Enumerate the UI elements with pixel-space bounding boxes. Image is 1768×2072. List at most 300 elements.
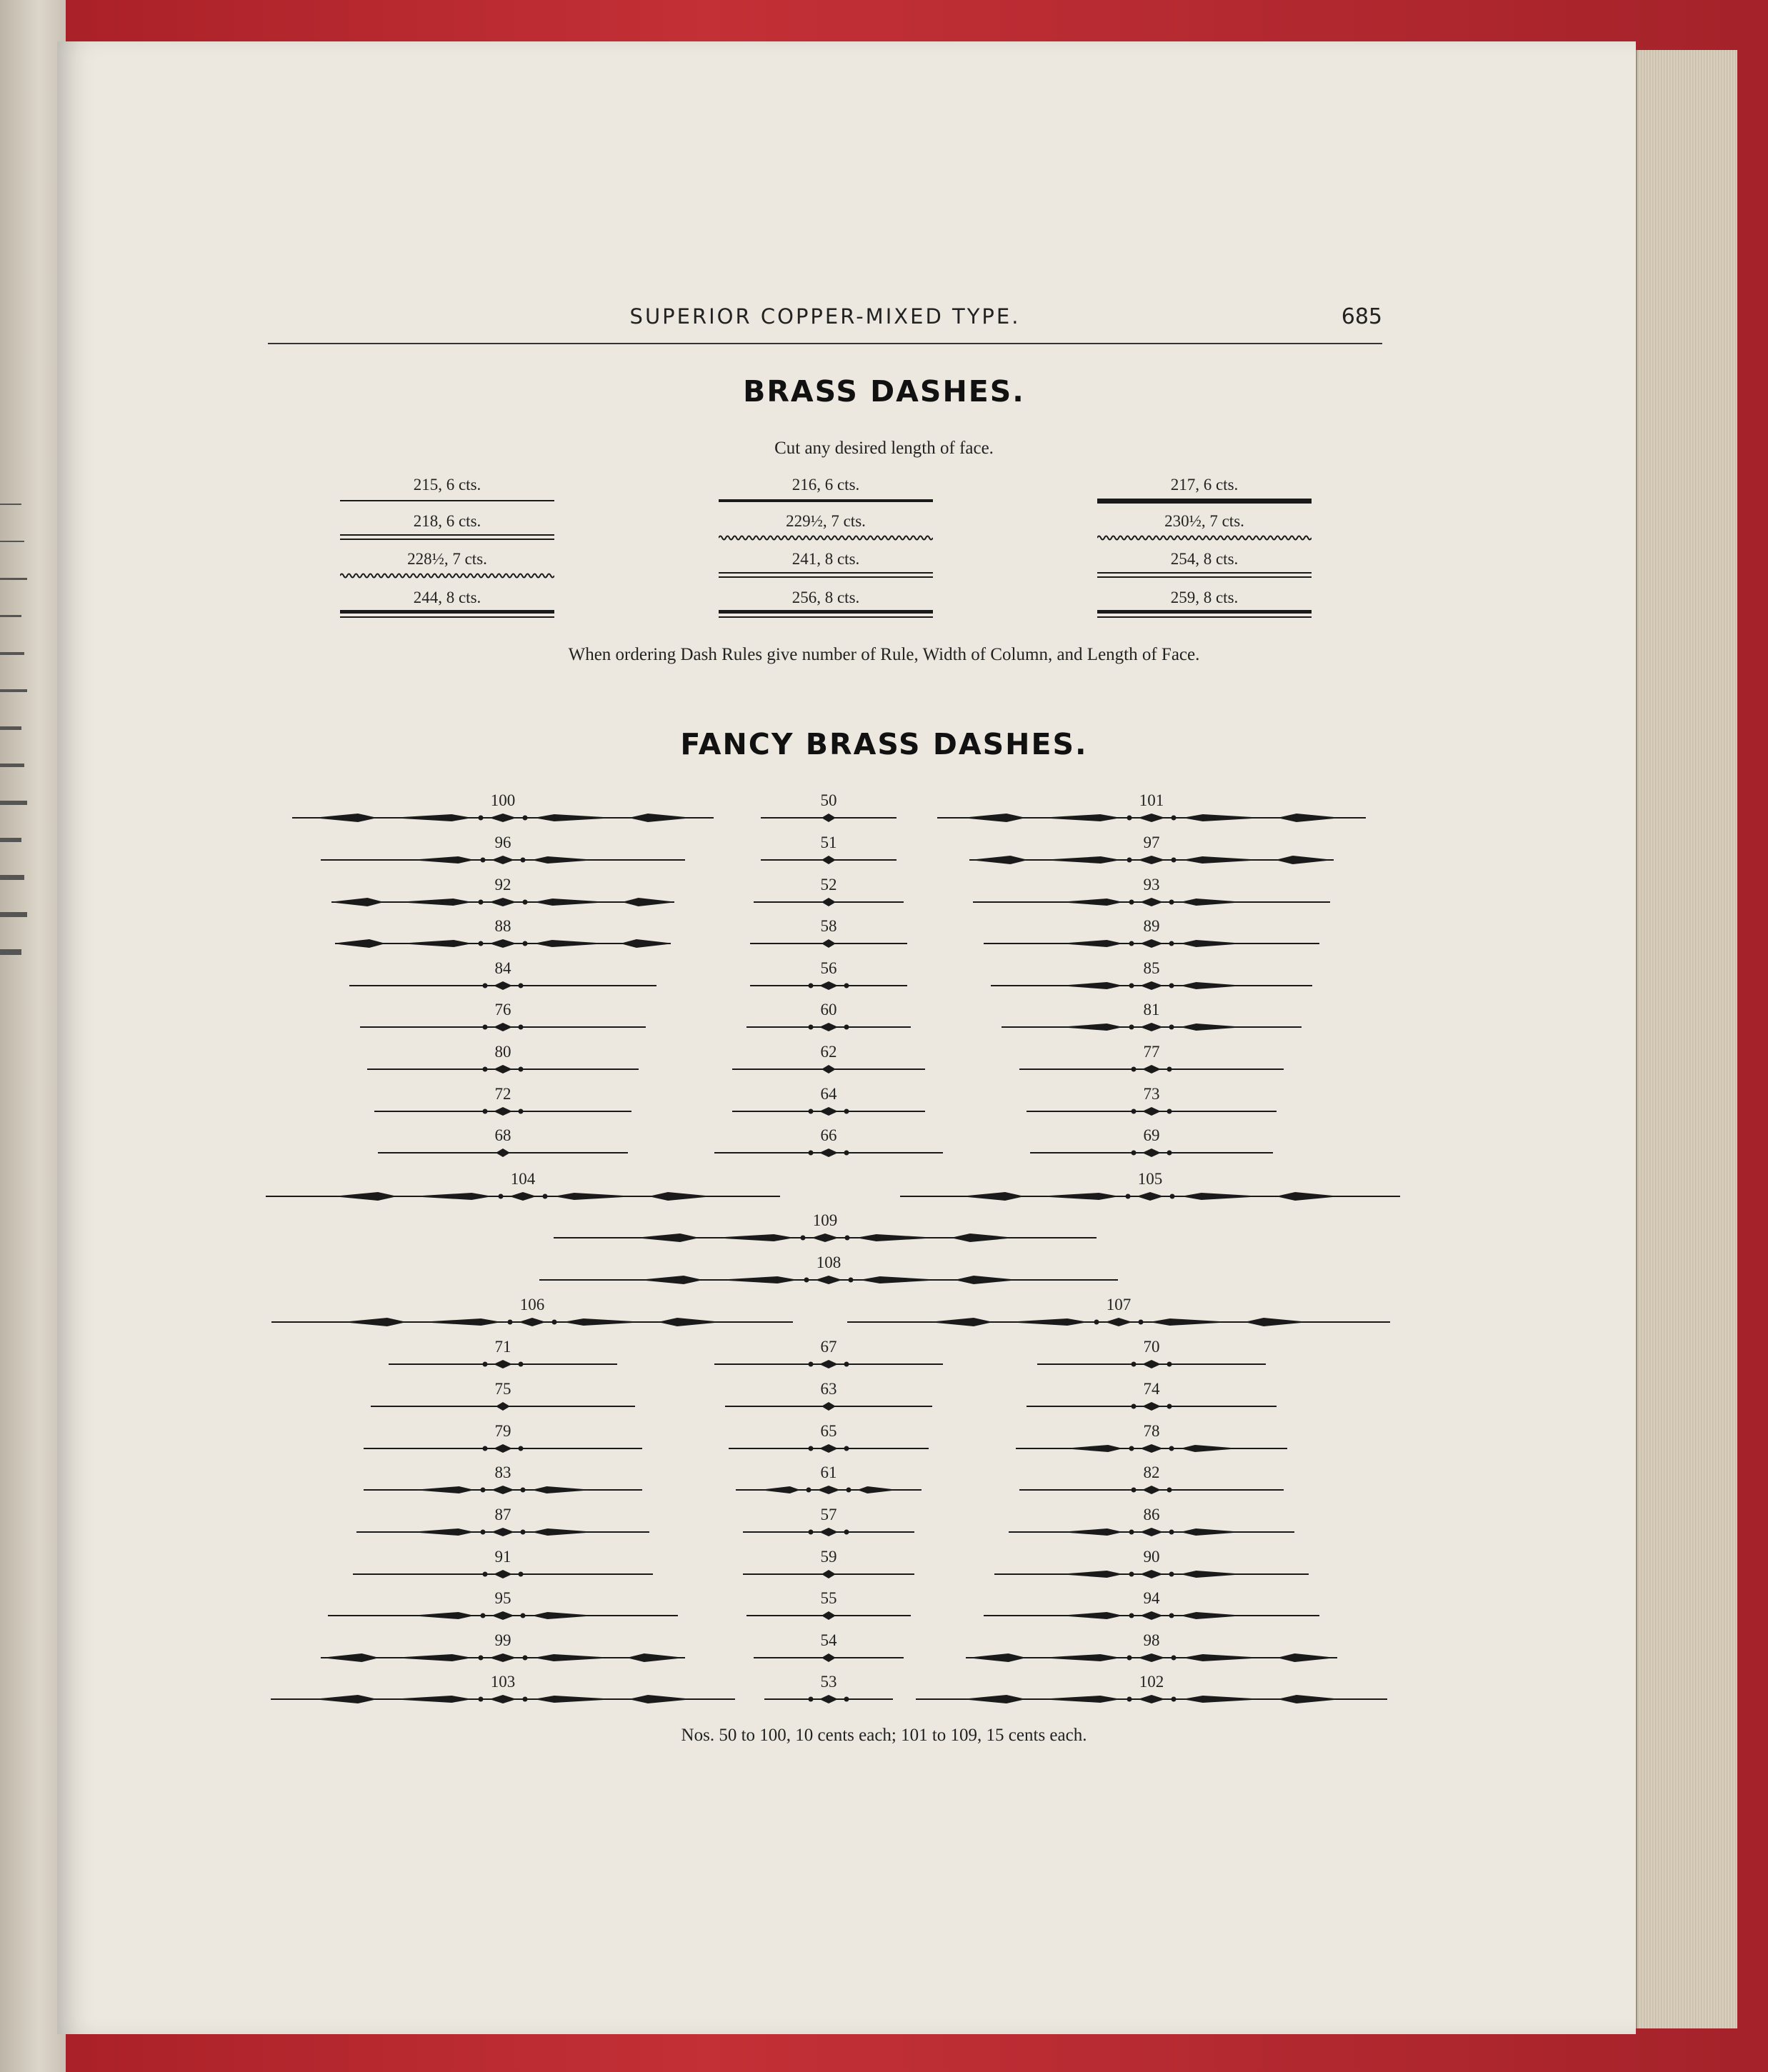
dash-spear	[313, 1695, 377, 1703]
dash-spear	[331, 898, 384, 906]
dash-spear	[962, 814, 1026, 822]
dash-center	[1140, 1570, 1163, 1578]
fancy-dash-number: 69	[1143, 1126, 1160, 1144]
dash-center	[821, 1611, 836, 1620]
dash-spear	[390, 1696, 472, 1703]
dash-dot	[519, 1067, 524, 1072]
dash-dot	[1127, 858, 1132, 863]
dash-dot	[801, 1236, 806, 1241]
facing-page-mark	[0, 875, 24, 880]
dash-spear	[1244, 1318, 1309, 1326]
brass-dashes-subtitle: Cut any desired length of face.	[774, 439, 994, 458]
dash-spear	[712, 1234, 794, 1241]
dash-center	[494, 1570, 512, 1578]
dash-center	[821, 939, 836, 948]
dash-dot	[844, 1697, 849, 1702]
fancy-dash-number: 78	[1143, 1422, 1160, 1440]
dash-center	[494, 1023, 512, 1031]
rule-line	[1097, 576, 1312, 578]
rule-line	[340, 616, 554, 618]
fancy-dash-number: 72	[494, 1085, 511, 1103]
dash-center	[491, 1611, 514, 1620]
rule-line	[719, 616, 933, 618]
fancy-dash-ornament	[321, 1651, 685, 1665]
rule-line	[719, 610, 933, 614]
fancy-dash-number: 87	[494, 1506, 511, 1523]
fancy-dash-item	[360, 1000, 646, 1034]
fancy-dash-number: 106	[519, 1296, 545, 1313]
dash-dot	[1169, 984, 1174, 989]
rule-line	[340, 539, 554, 540]
dash-dot	[483, 984, 488, 989]
dash-spear	[413, 1486, 474, 1493]
facing-page-mark	[0, 578, 27, 580]
fancy-dash-number: 97	[1143, 834, 1160, 851]
fancy-dash-ornament	[900, 1189, 1400, 1203]
fancy-dash-ornament	[714, 1357, 943, 1371]
rule-line	[719, 572, 933, 574]
brass-dashes-title: BRASS DASHES.	[743, 374, 1025, 409]
fancy-dash-ornament	[714, 1146, 943, 1160]
fancy-dash-item	[746, 1000, 911, 1034]
dash-spear	[1180, 1024, 1244, 1031]
fancy-dash-item	[364, 1421, 642, 1456]
fancy-dash-item	[1002, 1000, 1302, 1034]
fancy-dash-ornament	[725, 1399, 932, 1413]
fancy-dash-item	[271, 1672, 735, 1706]
dash-spear	[1180, 899, 1244, 906]
dash-dot	[844, 1446, 849, 1451]
ordering-note: When ordering Dash Rules give number of Rule, Width of Column, and Length of Face.	[568, 645, 1200, 664]
fancy-dash-item	[389, 1337, 617, 1371]
fancy-dash-number: 85	[1143, 959, 1160, 977]
rule-line	[719, 499, 933, 502]
fancy-dash-number: 76	[494, 1001, 511, 1019]
dash-dot	[483, 1446, 488, 1451]
dash-center	[815, 1276, 842, 1284]
fancy-dash-number: 96	[494, 834, 511, 851]
dash-center	[1140, 1528, 1163, 1536]
fancy-dash-item	[266, 1169, 780, 1203]
fancy-dash-item	[539, 1253, 1118, 1287]
dash-spear	[534, 814, 616, 821]
dash-center	[496, 1402, 510, 1411]
dash-center	[494, 1360, 512, 1368]
dash-dot	[1132, 1488, 1137, 1493]
dash-dot	[552, 1320, 557, 1325]
dash-center	[819, 1528, 838, 1536]
dash-dot	[844, 1151, 849, 1156]
fancy-dash-ornament	[328, 1608, 678, 1623]
brass-dash-item	[1097, 474, 1312, 507]
facing-page-mark	[0, 801, 27, 805]
fancy-dash-item	[761, 833, 897, 867]
dash-spear	[969, 856, 1028, 864]
fancy-dash-number: 73	[1143, 1085, 1160, 1103]
fancy-dash-item	[1037, 1337, 1266, 1371]
fancy-dash-item	[328, 1588, 678, 1623]
fancy-dash-item	[1019, 1463, 1284, 1497]
dash-center	[1138, 1695, 1165, 1703]
fancy-dash-ornament	[1027, 1104, 1277, 1118]
brass-dash-rule	[1097, 496, 1312, 507]
fancy-dash-number: 89	[1143, 917, 1160, 935]
fancy-dash-ornament	[754, 895, 904, 909]
fancy-dash-item	[916, 1672, 1387, 1706]
brass-dash-rule	[340, 532, 554, 544]
dash-dot	[1129, 1446, 1134, 1451]
rule-line	[719, 576, 933, 578]
fancy-dash-number: 90	[1143, 1548, 1160, 1566]
fancy-dash-ornament	[292, 811, 714, 825]
rule-line	[1097, 499, 1312, 504]
dash-dot	[523, 941, 528, 946]
dash-dot	[809, 1025, 814, 1030]
fancy-dash-number: 58	[820, 917, 837, 935]
rule-line	[719, 536, 933, 540]
dash-spear	[1059, 982, 1123, 989]
brass-dash-rule	[719, 496, 933, 507]
dash-dot	[809, 1530, 814, 1535]
brass-dash-label: 217, 6 cts.	[1170, 476, 1239, 494]
dash-dot	[1127, 1656, 1132, 1661]
dash-dot	[1132, 1109, 1137, 1114]
fancy-dash-ornament	[321, 853, 685, 867]
fancy-dash-ornament	[349, 979, 656, 993]
fancy-dash-item	[761, 791, 897, 825]
dash-dot	[844, 1109, 849, 1114]
fancy-dash-ornament	[539, 1273, 1118, 1287]
facing-page-mark	[0, 764, 24, 767]
dash-center	[494, 1065, 512, 1073]
fancy-dash-ornament	[937, 811, 1366, 825]
dash-spear	[1041, 856, 1121, 864]
dash-dot	[1129, 984, 1134, 989]
fancy-dash-item	[969, 833, 1334, 867]
brass-dash-item	[1097, 549, 1312, 581]
fancy-dash-item	[331, 875, 674, 909]
dash-center	[519, 1318, 546, 1326]
fancy-dash-item	[356, 1505, 649, 1539]
dash-spear	[1180, 1571, 1244, 1578]
fancy-dash-number: 80	[494, 1043, 511, 1061]
fancy-dash-number: 77	[1143, 1043, 1160, 1061]
dash-dot	[1129, 1025, 1134, 1030]
dash-spear	[534, 1654, 614, 1661]
dash-dot	[1169, 1025, 1174, 1030]
dash-spear	[1039, 1654, 1121, 1661]
dash-dot	[483, 1067, 488, 1072]
fancy-dash-number: 71	[494, 1338, 511, 1356]
rule-line	[340, 610, 554, 614]
fancy-dash-ornament	[991, 979, 1312, 993]
fancy-dash-number: 94	[1143, 1589, 1160, 1607]
dash-dot	[543, 1194, 548, 1199]
dash-spear	[622, 898, 674, 906]
dash-dot	[1172, 1697, 1177, 1702]
dash-spear	[1063, 1445, 1123, 1452]
dash-dot	[483, 1572, 488, 1577]
fancy-dash-ornament	[1016, 1441, 1287, 1456]
dash-spear	[1182, 1654, 1264, 1661]
dash-spear	[534, 1696, 616, 1703]
fancy-dash-item	[364, 1463, 642, 1497]
dash-spear	[1182, 1696, 1264, 1703]
dash-dot	[519, 1025, 524, 1030]
fancy-dash-ornament	[364, 1483, 642, 1497]
rule-line	[1097, 616, 1312, 618]
fancy-dash-item	[714, 1126, 943, 1160]
facing-page-mark	[0, 504, 21, 505]
brass-dash-item	[340, 549, 554, 581]
dash-spear	[410, 1193, 492, 1200]
fancy-dash-number: 100	[490, 791, 516, 809]
dash-dot	[519, 1572, 524, 1577]
dash-dot	[804, 1278, 809, 1283]
brass-dash-label: 259, 8 cts.	[1170, 589, 1239, 606]
dash-spear	[1060, 1528, 1123, 1536]
fancy-dash-number: 88	[494, 917, 511, 935]
dash-spear	[531, 1528, 596, 1536]
brass-dash-item	[340, 587, 554, 620]
dash-dot	[1169, 1530, 1174, 1535]
fancy-dash-ornament	[994, 1567, 1309, 1581]
fancy-dash-item	[754, 1631, 904, 1665]
fancy-dash-ornament	[761, 853, 897, 867]
fancy-dash-ornament	[360, 1020, 646, 1034]
fancy-dash-item	[736, 1463, 922, 1497]
brass-dash-item	[1097, 587, 1312, 620]
brass-dash-label: 215, 6 cts.	[413, 476, 481, 494]
dash-spear	[859, 1276, 942, 1283]
dash-center	[817, 1486, 840, 1494]
dash-spear	[962, 1695, 1026, 1703]
page-number: 685	[1341, 304, 1382, 329]
fancy-dash-item	[991, 959, 1312, 993]
dash-dot	[1167, 1109, 1172, 1114]
dash-center	[821, 814, 836, 822]
brass-dash-item	[340, 474, 554, 507]
dash-dot	[844, 1362, 849, 1367]
fancy-dash-ornament	[750, 936, 907, 951]
dash-spear	[951, 1233, 1015, 1242]
fancy-dash-ornament	[732, 1062, 925, 1076]
brass-dash-item	[719, 474, 933, 507]
dash-center	[494, 1444, 512, 1453]
dash-spear	[954, 1276, 1019, 1284]
dash-dot	[523, 1697, 528, 1702]
fancy-dash-number: 64	[820, 1085, 837, 1103]
fancy-dash-item	[353, 1547, 653, 1581]
running-head: SUPERIOR COPPER-MIXED TYPE.	[629, 304, 1021, 329]
dash-dot	[849, 1278, 854, 1283]
fancy-dash-number: 83	[494, 1463, 511, 1481]
dash-center	[491, 1486, 514, 1494]
fancy-dash-item	[900, 1169, 1400, 1203]
dash-dot	[483, 1025, 488, 1030]
rule-line	[340, 574, 554, 578]
dash-dot	[479, 1697, 484, 1702]
dash-center	[821, 1653, 836, 1662]
dash-spear	[333, 1192, 397, 1201]
fancy-dash-number: 63	[820, 1380, 837, 1398]
fancy-dash-ornament	[1019, 1062, 1284, 1076]
fancy-dash-item	[271, 1295, 793, 1329]
dash-spear	[1059, 1612, 1123, 1619]
dash-center	[811, 1233, 839, 1242]
dash-center	[491, 856, 514, 864]
dash-center	[821, 1570, 836, 1578]
fancy-dash-number: 55	[820, 1589, 837, 1607]
fancy-dash-number: 56	[820, 959, 837, 977]
dash-dot	[521, 1488, 526, 1493]
dash-dot	[809, 1109, 814, 1114]
dash-dot	[523, 816, 528, 821]
dash-center	[1105, 1318, 1132, 1326]
brass-dash-label: 216, 6 cts.	[791, 476, 860, 494]
fancy-dash-ornament	[1019, 1483, 1284, 1497]
dash-center	[821, 856, 836, 864]
fancy-dash-ornament	[746, 1608, 911, 1623]
dash-center	[819, 1444, 838, 1453]
dash-dot	[523, 1656, 528, 1661]
dash-center	[1142, 1065, 1161, 1073]
fancy-dash-number: 57	[820, 1506, 837, 1523]
brass-dash-rule	[1097, 532, 1312, 544]
price-note: Nos. 50 to 100, 10 cents each; 101 to 109, 15 cents each.	[681, 1726, 1087, 1745]
dash-spear	[410, 856, 474, 864]
dash-spear	[554, 1193, 636, 1200]
fancy-dash-ornament	[916, 1692, 1387, 1706]
fancy-dash-ornament	[1009, 1525, 1294, 1539]
fancy-dash-ornament	[764, 1692, 893, 1706]
fancy-dash-ornament	[984, 1608, 1319, 1623]
fancy-dash-number: 62	[820, 1043, 837, 1061]
dash-dot	[809, 1697, 814, 1702]
fancy-dash-number: 107	[1106, 1296, 1132, 1313]
dash-dot	[499, 1194, 504, 1199]
fancy-dash-ornament	[1037, 1357, 1266, 1371]
dash-center	[819, 1107, 838, 1116]
brass-dash-label: 244, 8 cts.	[413, 589, 481, 606]
dash-dot	[508, 1320, 513, 1325]
fancy-dash-number: 52	[820, 876, 837, 894]
fancy-dash-ornament	[353, 1567, 653, 1581]
facing-page-mark	[0, 838, 21, 842]
dash-dot	[1126, 1194, 1131, 1199]
fancy-dash-ornament	[1002, 1020, 1302, 1034]
dash-spear	[1277, 1653, 1336, 1662]
dash-center	[489, 898, 516, 906]
running-header	[268, 300, 1382, 344]
fancy-dash-ornament	[750, 979, 907, 993]
dash-dot	[1169, 1446, 1174, 1451]
dash-dot	[809, 1446, 814, 1451]
fancy-dash-ornament	[378, 1146, 628, 1160]
dash-center	[1140, 981, 1163, 990]
fancy-dash-number: 59	[820, 1548, 837, 1566]
dash-center	[819, 1023, 838, 1031]
fancy-dash-number: 60	[820, 1001, 837, 1019]
fancy-dash-ornament	[984, 936, 1319, 951]
dash-dot	[844, 1530, 849, 1535]
brass-dash-label: 256, 8 cts.	[791, 589, 860, 606]
fancy-dash-number: 50	[820, 791, 837, 809]
fancy-dash-item	[292, 791, 714, 825]
dash-center	[821, 1402, 836, 1411]
dash-spear	[1006, 1318, 1088, 1326]
dash-center	[489, 1695, 516, 1703]
dash-dot	[1169, 1613, 1174, 1618]
fancy-dash-ornament	[754, 1651, 904, 1665]
dash-center	[1142, 1360, 1161, 1368]
dash-spear	[1180, 940, 1244, 947]
dash-spear	[1059, 1024, 1123, 1031]
dash-dot	[1167, 1488, 1172, 1493]
dash-dot	[806, 1488, 811, 1493]
dash-center	[1140, 1023, 1163, 1031]
dash-spear	[1180, 1445, 1240, 1452]
dash-spear	[342, 1318, 406, 1326]
fancy-dash-item	[554, 1211, 1097, 1245]
dash-spear	[1039, 814, 1121, 821]
dash-dot	[481, 1613, 486, 1618]
dash-spear	[1182, 814, 1264, 821]
fancy-dash-number: 109	[812, 1211, 838, 1229]
dash-dot	[1127, 1697, 1132, 1702]
dash-dot	[519, 1362, 524, 1367]
dash-center	[509, 1192, 536, 1201]
fancy-dash-item	[746, 1588, 911, 1623]
fancy-dash-ornament	[1030, 1146, 1273, 1160]
fancy-dash-ornament	[364, 1441, 642, 1456]
fancy-dash-item	[743, 1505, 914, 1539]
fancy-dash-item	[847, 1295, 1390, 1329]
dash-dot	[1169, 941, 1174, 946]
dash-spear	[1182, 856, 1262, 864]
dash-spear	[335, 939, 386, 948]
fancy-dash-ornament	[266, 1189, 780, 1203]
brass-dash-rule	[1097, 570, 1312, 581]
dash-dot	[1172, 816, 1177, 821]
fancy-dash-item	[349, 959, 656, 993]
fancy-dash-number: 92	[494, 876, 511, 894]
dash-spear	[639, 1276, 703, 1284]
dash-dot	[1129, 900, 1134, 905]
fancy-dash-item	[725, 1379, 932, 1413]
fancy-dash-number: 99	[494, 1631, 511, 1649]
dash-spear	[1181, 1193, 1263, 1200]
dash-dot	[479, 900, 484, 905]
brass-dash-label: 229½, 7 cts.	[786, 512, 866, 530]
rule-line	[1097, 572, 1312, 574]
facing-page-mark	[0, 912, 27, 917]
dash-center	[489, 1653, 516, 1662]
dash-dot	[809, 984, 814, 989]
fancy-dash-number: 102	[1139, 1673, 1164, 1691]
fancy-dash-item	[367, 1042, 639, 1076]
dash-center	[494, 1107, 512, 1116]
fancy-dash-item	[984, 1588, 1319, 1623]
dash-spear	[1180, 1612, 1244, 1619]
dash-center	[1142, 1402, 1161, 1411]
dash-dot	[1129, 1530, 1134, 1535]
dash-center	[489, 814, 516, 822]
fancy-dash-ornament	[743, 1525, 914, 1539]
dash-dot	[1167, 1404, 1172, 1409]
dash-dot	[1129, 941, 1134, 946]
dash-center	[1138, 1653, 1165, 1662]
